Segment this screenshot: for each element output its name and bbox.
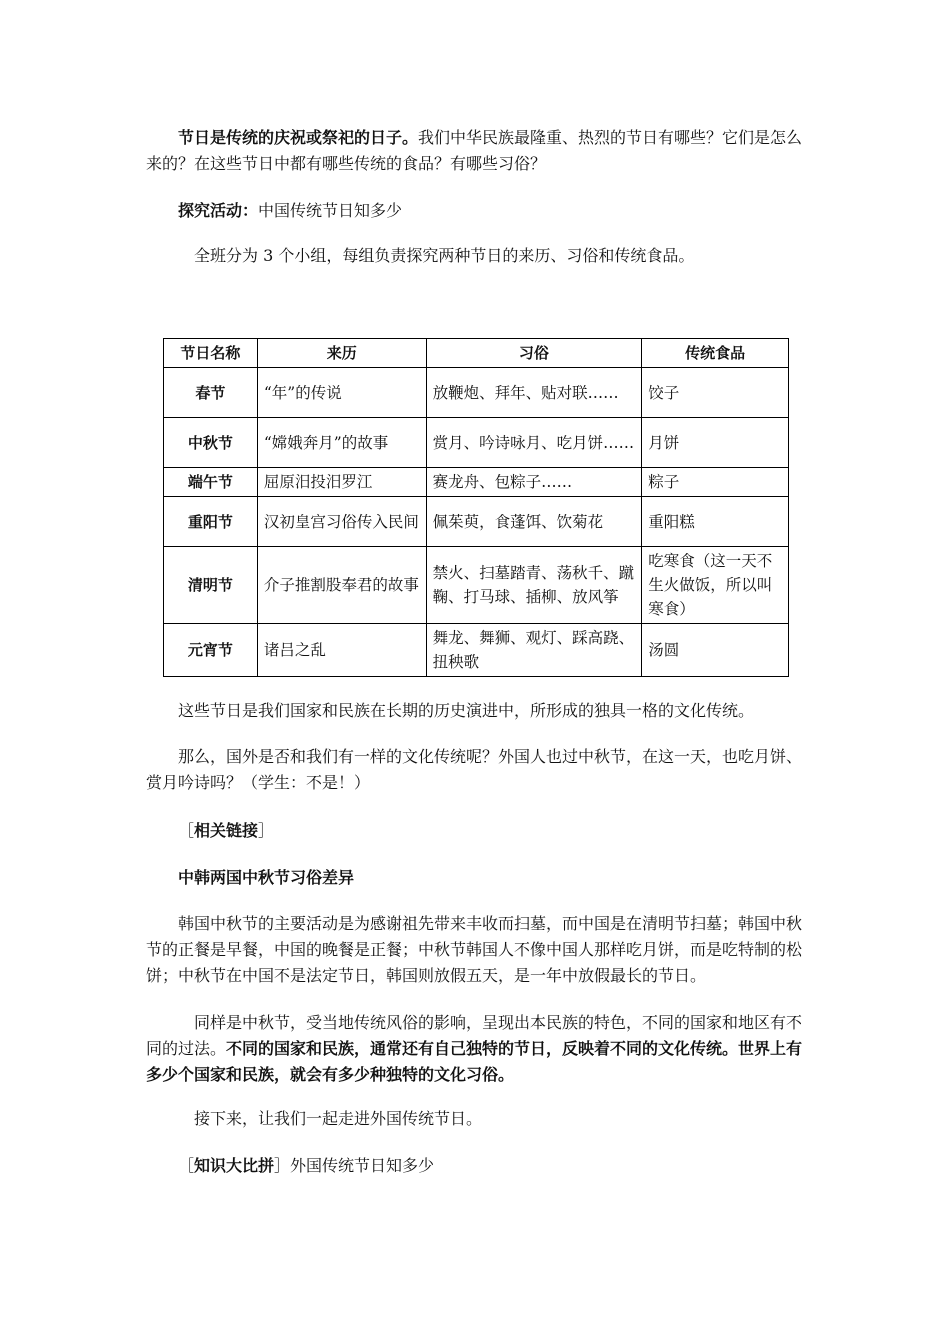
same-normal: 同样是中秋节，受当地传统风俗的影响，呈现出本民族的特色，不同的国家和地区有不同的过法。	[146, 1013, 803, 1058]
festival-food: 月饼	[642, 418, 789, 468]
festival-origin: “年”的传说	[257, 368, 426, 418]
festival-name: 端午节	[164, 468, 258, 497]
header-name: 节日名称	[164, 339, 258, 368]
activity-line	[146, 198, 804, 224]
knowledge-label: 知识大比拼	[194, 1156, 275, 1175]
festival-origin: 汉初皇宫习俗传入民间	[257, 497, 426, 547]
same-festival-paragraph	[146, 1010, 804, 1088]
related-link-label: 相关链接	[194, 821, 259, 840]
festival-name: 春节	[164, 368, 258, 418]
header-food: 传统食品	[642, 339, 789, 368]
festival-food: 粽子	[642, 468, 789, 497]
activity-label: 探究活动：	[178, 201, 259, 220]
intro-paragraph	[146, 125, 804, 177]
knowledge-heading	[146, 1153, 804, 1179]
summary-paragraph: 这些节日是我们国家和民族在长期的历史演进中，所形成的独具一格的文化传统。	[178, 701, 755, 720]
bracket-close: ］	[274, 1156, 291, 1175]
bracket-open: ［	[178, 821, 195, 840]
table-row	[164, 368, 789, 418]
festival-food: 重阳糕	[642, 497, 789, 547]
table-row	[164, 547, 789, 624]
korea-paragraph: 韩国中秋节的主要活动是为感谢祖先带来丰收而扫墓，而中国是在清明节扫墓；韩国中秋节的正餐是早餐，中国的晚餐是正餐；中秋节韩国人不像中国人那样吃月饼，而是吃特制的松饼；中秋节在中国不是法定节日，韩国则放假五天，是一年中放假最长的节日。	[146, 914, 803, 985]
related-link-heading	[146, 818, 804, 844]
question-paragraph: 那么，国外是否和我们有一样的文化传统呢？外国人也过中秋节，在这一天，也吃月饼、赏月吟诗吗？（学生：不是！）	[146, 747, 803, 792]
festival-name: 清明节	[164, 547, 258, 624]
table-row	[164, 468, 789, 497]
same-bold: 不同的国家和民族，通常还有自己独特的节日，反映着不同的文化传统。世界上有多少个国家和民族，就会有多少种独特的文化习俗。	[146, 1039, 803, 1084]
table-row	[164, 497, 789, 547]
bracket-open: ［	[178, 1156, 195, 1175]
festival-food: 吃寒食（这一天不生火做饭，所以叫寒食）	[642, 547, 789, 624]
intro-bold: 节日是传统的庆祝或祭祀的日子。	[178, 128, 419, 147]
festival-food: 饺子	[642, 368, 789, 418]
korea-title: 中韩两国中秋节习俗差异	[178, 868, 355, 887]
festival-origin: “嫦娥奔月”的故事	[257, 418, 426, 468]
next-paragraph: 接下来，让我们一起走进外国传统节日。	[194, 1109, 483, 1128]
activity-text: 中国传统节日知多少	[258, 201, 403, 220]
knowledge-text: 外国传统节日知多少	[290, 1156, 435, 1175]
header-origin: 来历	[257, 339, 426, 368]
festival-origin: 诸吕之乱	[257, 624, 426, 677]
festival-custom: 放鞭炮、拜年、贴对联……	[426, 368, 642, 418]
festival-custom: 佩茱萸，食蓬饵、饮菊花	[426, 497, 642, 547]
festival-name: 中秋节	[164, 418, 258, 468]
table-header-row	[164, 339, 789, 368]
festival-name: 元宵节	[164, 624, 258, 677]
grouping-paragraph: 全班分为 3 个小组，每组负责探究两种节日的来历、习俗和传统食品。	[194, 246, 695, 265]
festival-origin: 屈原汨投汨罗江	[257, 468, 426, 497]
festival-table	[163, 338, 789, 677]
festival-custom: 赛龙舟、包粽子……	[426, 468, 642, 497]
table-row	[164, 418, 789, 468]
festival-name: 重阳节	[164, 497, 258, 547]
festival-custom: 禁火、扫墓踏青、荡秋千、蹴鞠、打马球、插柳、放风筝	[426, 547, 642, 624]
intro-rest: 我们中华民族最隆重、热烈的节日有哪些？它们是怎么来的？在这些节日中都有哪些传统的食品？有哪些习俗？	[146, 128, 803, 173]
festival-food: 汤圆	[642, 624, 789, 677]
festival-custom: 赏月、吟诗咏月、吃月饼……	[426, 418, 642, 468]
festival-custom: 舞龙、舞狮、观灯、踩高跷、扭秧歌	[426, 624, 642, 677]
bracket-close: ］	[258, 821, 275, 840]
festival-origin: 介子推割股奉君的故事	[257, 547, 426, 624]
header-custom: 习俗	[426, 339, 642, 368]
table-row	[164, 624, 789, 677]
